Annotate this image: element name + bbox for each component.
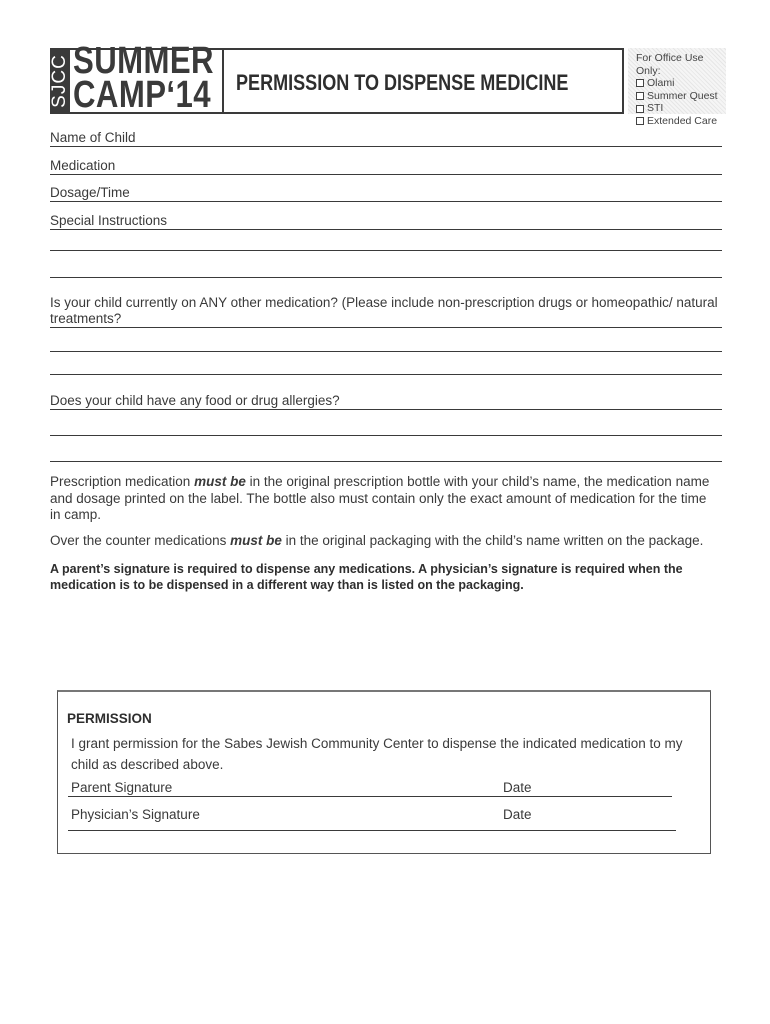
checkbox-icon[interactable] — [636, 105, 644, 113]
otc-info-prefix: Over the counter medications — [50, 533, 231, 548]
parent-signature-line[interactable] — [68, 796, 672, 797]
parent-signature-label: Parent Signature — [71, 780, 173, 795]
special-instructions-line[interactable] — [50, 250, 722, 251]
office-option-olami[interactable] — [636, 77, 726, 90]
office-option-summer-quest[interactable] — [636, 90, 726, 103]
dosage-time-label: Dosage/Time — [50, 185, 130, 200]
sjcc-logo — [50, 48, 70, 114]
otc-info-emphasis: must be — [230, 533, 282, 548]
other-medication-line[interactable] — [50, 327, 722, 328]
physician-signature-line[interactable] — [68, 830, 676, 831]
parent-date-label: Date — [503, 780, 532, 795]
signature-notice: A parent’s signature is required to dispense any medications. A physician’s signature is required when the medication is to be dispensed in a different way than is listed on the packaging. — [50, 562, 683, 592]
checkbox-icon[interactable] — [636, 92, 644, 100]
office-option-label: Extended Care — [647, 114, 718, 127]
medication-field[interactable] — [50, 156, 722, 175]
allergies-line[interactable] — [50, 435, 722, 436]
form-title: PERMISSION TO DISPENSE MEDICINE — [236, 70, 569, 95]
office-option-label: Summer Quest — [647, 89, 718, 102]
camp-logo-title — [73, 40, 214, 116]
prescription-info — [50, 474, 720, 524]
office-option-extended-care[interactable] — [636, 115, 726, 128]
allergies-question: Does your child have any food or drug allergies? — [50, 393, 340, 408]
otc-info — [50, 533, 720, 550]
checkbox-icon[interactable] — [636, 79, 644, 87]
special-instructions-line[interactable] — [50, 277, 722, 278]
other-medication-line[interactable] — [50, 351, 722, 352]
prescription-info-emphasis: must be — [194, 474, 246, 489]
prescription-info-prefix: Prescription medication — [50, 474, 195, 489]
allergies-line[interactable] — [50, 461, 722, 462]
medication-label: Medication — [50, 158, 116, 173]
allergies-line[interactable] — [50, 409, 722, 410]
office-option-sti[interactable] — [636, 102, 726, 115]
header-divider — [222, 48, 224, 114]
prescription-info-text: in the original prescription bottle with your child’s name, the medication name and dosage printed on the label. The bottle also must contain only the exact amount of medication for the time in camp. — [50, 474, 710, 522]
office-use-box — [628, 48, 726, 127]
name-of-child-field[interactable] — [50, 128, 722, 147]
other-medication-line[interactable] — [50, 374, 722, 375]
checkbox-icon[interactable] — [636, 117, 644, 125]
dosage-time-field[interactable] — [50, 183, 722, 202]
office-option-label: STI — [647, 102, 664, 115]
special-instructions-label: Special Instructions — [50, 213, 168, 228]
camp-title-line2: CAMP‘14 — [73, 74, 211, 116]
office-option-label: Olami — [647, 77, 675, 90]
physician-signature-label: Physician’s Signature — [71, 807, 200, 822]
otc-info-text: in the original packaging with the child’s name written on the package. — [281, 533, 704, 548]
camp-title-line1: SUMMER — [73, 40, 214, 82]
permission-statement: I grant permission for the Sabes Jewish Community Center to dispense the indicated medication to my child as described above. — [71, 736, 683, 772]
permission-heading: PERMISSION — [67, 711, 152, 726]
org-name: SJCC — [49, 54, 70, 108]
office-use-title: For Office Use Only: — [636, 52, 704, 77]
other-medication-question: Is your child currently on ANY other medication? (Please include non-prescription drugs or homeopathic/ natural treatments? — [50, 295, 718, 326]
name-of-child-label: Name of Child — [50, 130, 136, 145]
special-instructions-field[interactable] — [50, 211, 722, 230]
physician-date-label: Date — [503, 807, 532, 822]
